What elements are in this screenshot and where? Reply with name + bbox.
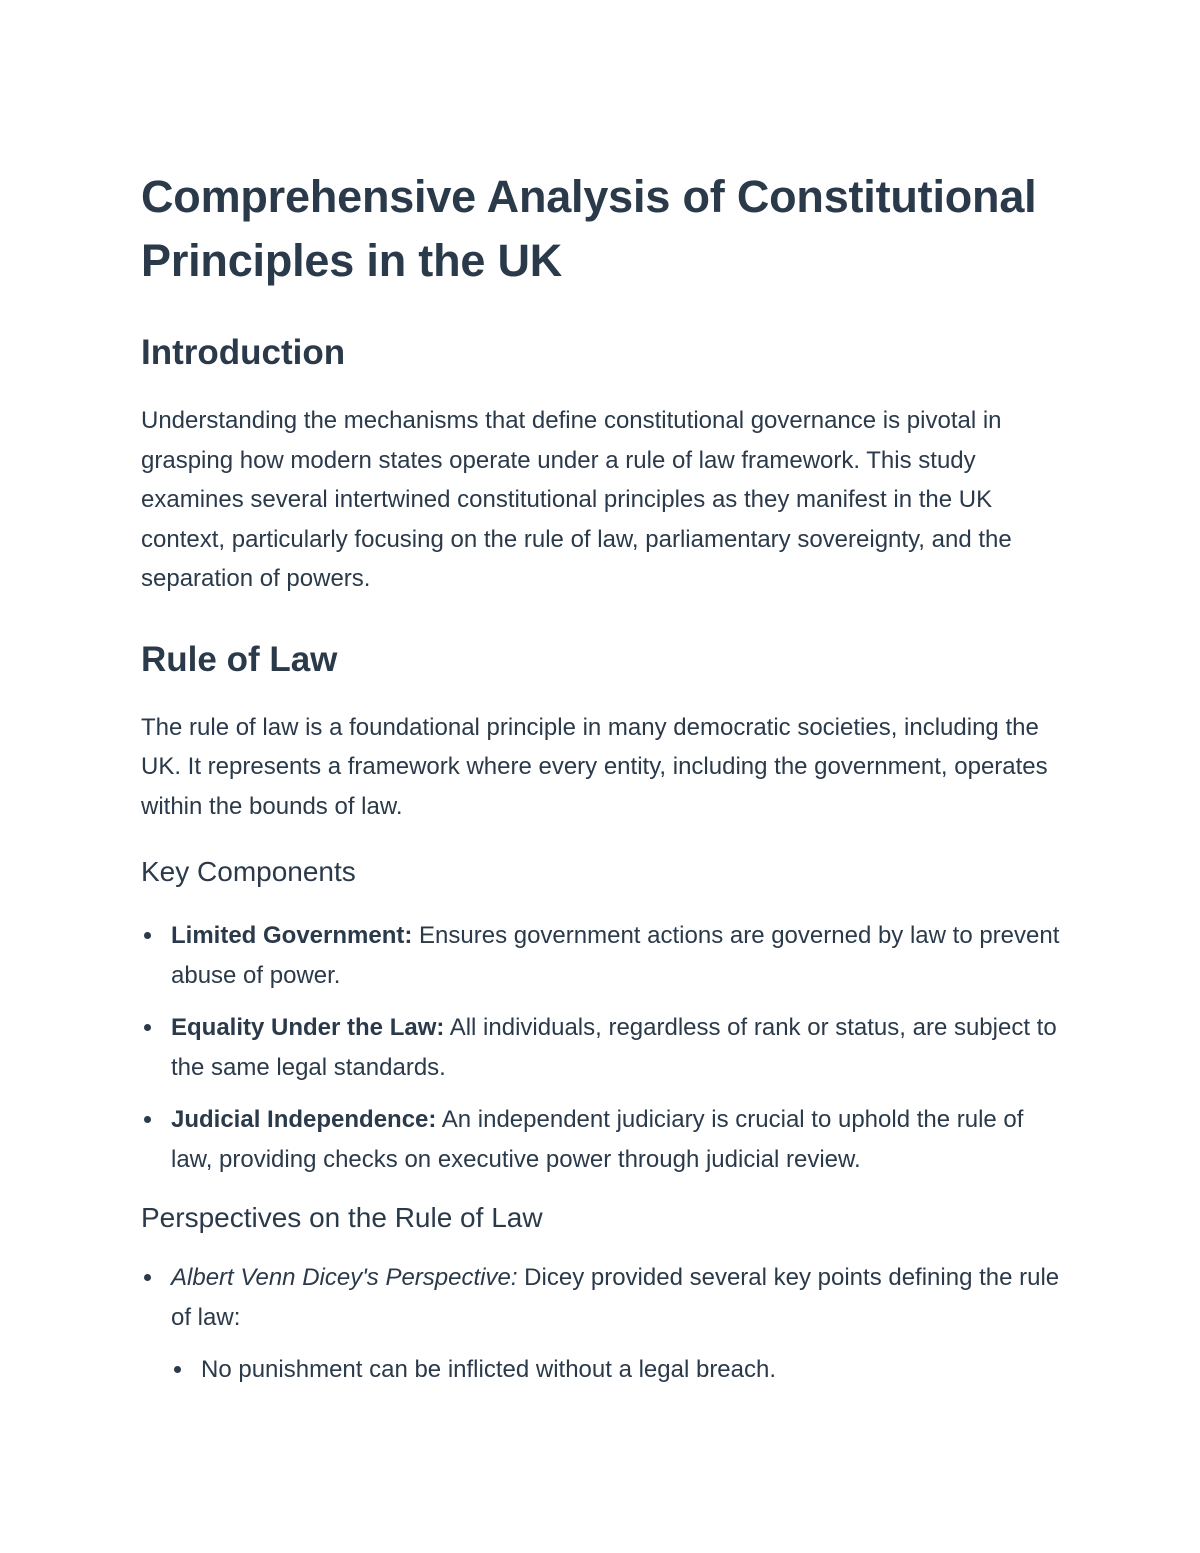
document-title: Comprehensive Analysis of Constitutional Principles in the UK bbox=[141, 171, 1037, 286]
bullet-icon bbox=[144, 1116, 151, 1123]
list-item-term: Limited Government: bbox=[171, 922, 413, 949]
list-item-text: An independent judiciary is crucial to uphold the rule of law, providing checks on executive power through judicial review. bbox=[171, 1106, 1024, 1173]
list-item-text: No punishment can be inflicted without a legal breach. bbox=[201, 1356, 777, 1383]
rule-of-law-heading: Rule of Law bbox=[141, 639, 338, 679]
list-item-term: Equality Under the Law: bbox=[171, 1014, 445, 1041]
list-item-term: Albert Venn Dicey's Perspective: bbox=[171, 1264, 518, 1291]
bullet-icon bbox=[144, 1274, 151, 1281]
perspectives-list bbox=[141, 1258, 1060, 1337]
dicey-points-list bbox=[171, 1350, 1060, 1390]
rule-of-law-paragraph: The rule of law is a foundational principle in many democratic societies, including the UK. It represents a framework where every entity, including the government, operates within the bounds of law. bbox=[141, 713, 1048, 820]
bullet-icon bbox=[144, 1024, 151, 1031]
perspectives-heading: Perspectives on the Rule of Law bbox=[141, 1202, 543, 1233]
introduction-paragraph: Understanding the mechanisms that define constitutional governance is pivotal in grasping how modern states operate under a rule of law framework. This study examines several intertwined constitutional principles as they manifest in the UK context, particularly focusing on the rule of law, parliamentary sovereignty, and the separation of powers. bbox=[141, 407, 1012, 592]
list-item bbox=[171, 1350, 1060, 1390]
list-item bbox=[141, 1100, 1060, 1179]
list-item-text: All individuals, regardless of rank or status, are subject to the same legal standards. bbox=[171, 1014, 1057, 1081]
key-components-list bbox=[141, 916, 1060, 1179]
key-components-heading: Key Components bbox=[141, 856, 356, 887]
list-item bbox=[141, 1008, 1060, 1087]
bullet-icon bbox=[174, 1366, 181, 1373]
list-item bbox=[141, 1258, 1060, 1337]
introduction-heading: Introduction bbox=[141, 333, 346, 372]
list-item bbox=[141, 916, 1060, 995]
list-item-text: Ensures government actions are governed by law to prevent abuse of power. bbox=[171, 922, 1060, 989]
list-item-term: Judicial Independence: bbox=[171, 1106, 437, 1133]
list-item-text: Dicey provided several key points defining the rule of law: bbox=[171, 1264, 1060, 1331]
bullet-icon bbox=[144, 932, 151, 939]
